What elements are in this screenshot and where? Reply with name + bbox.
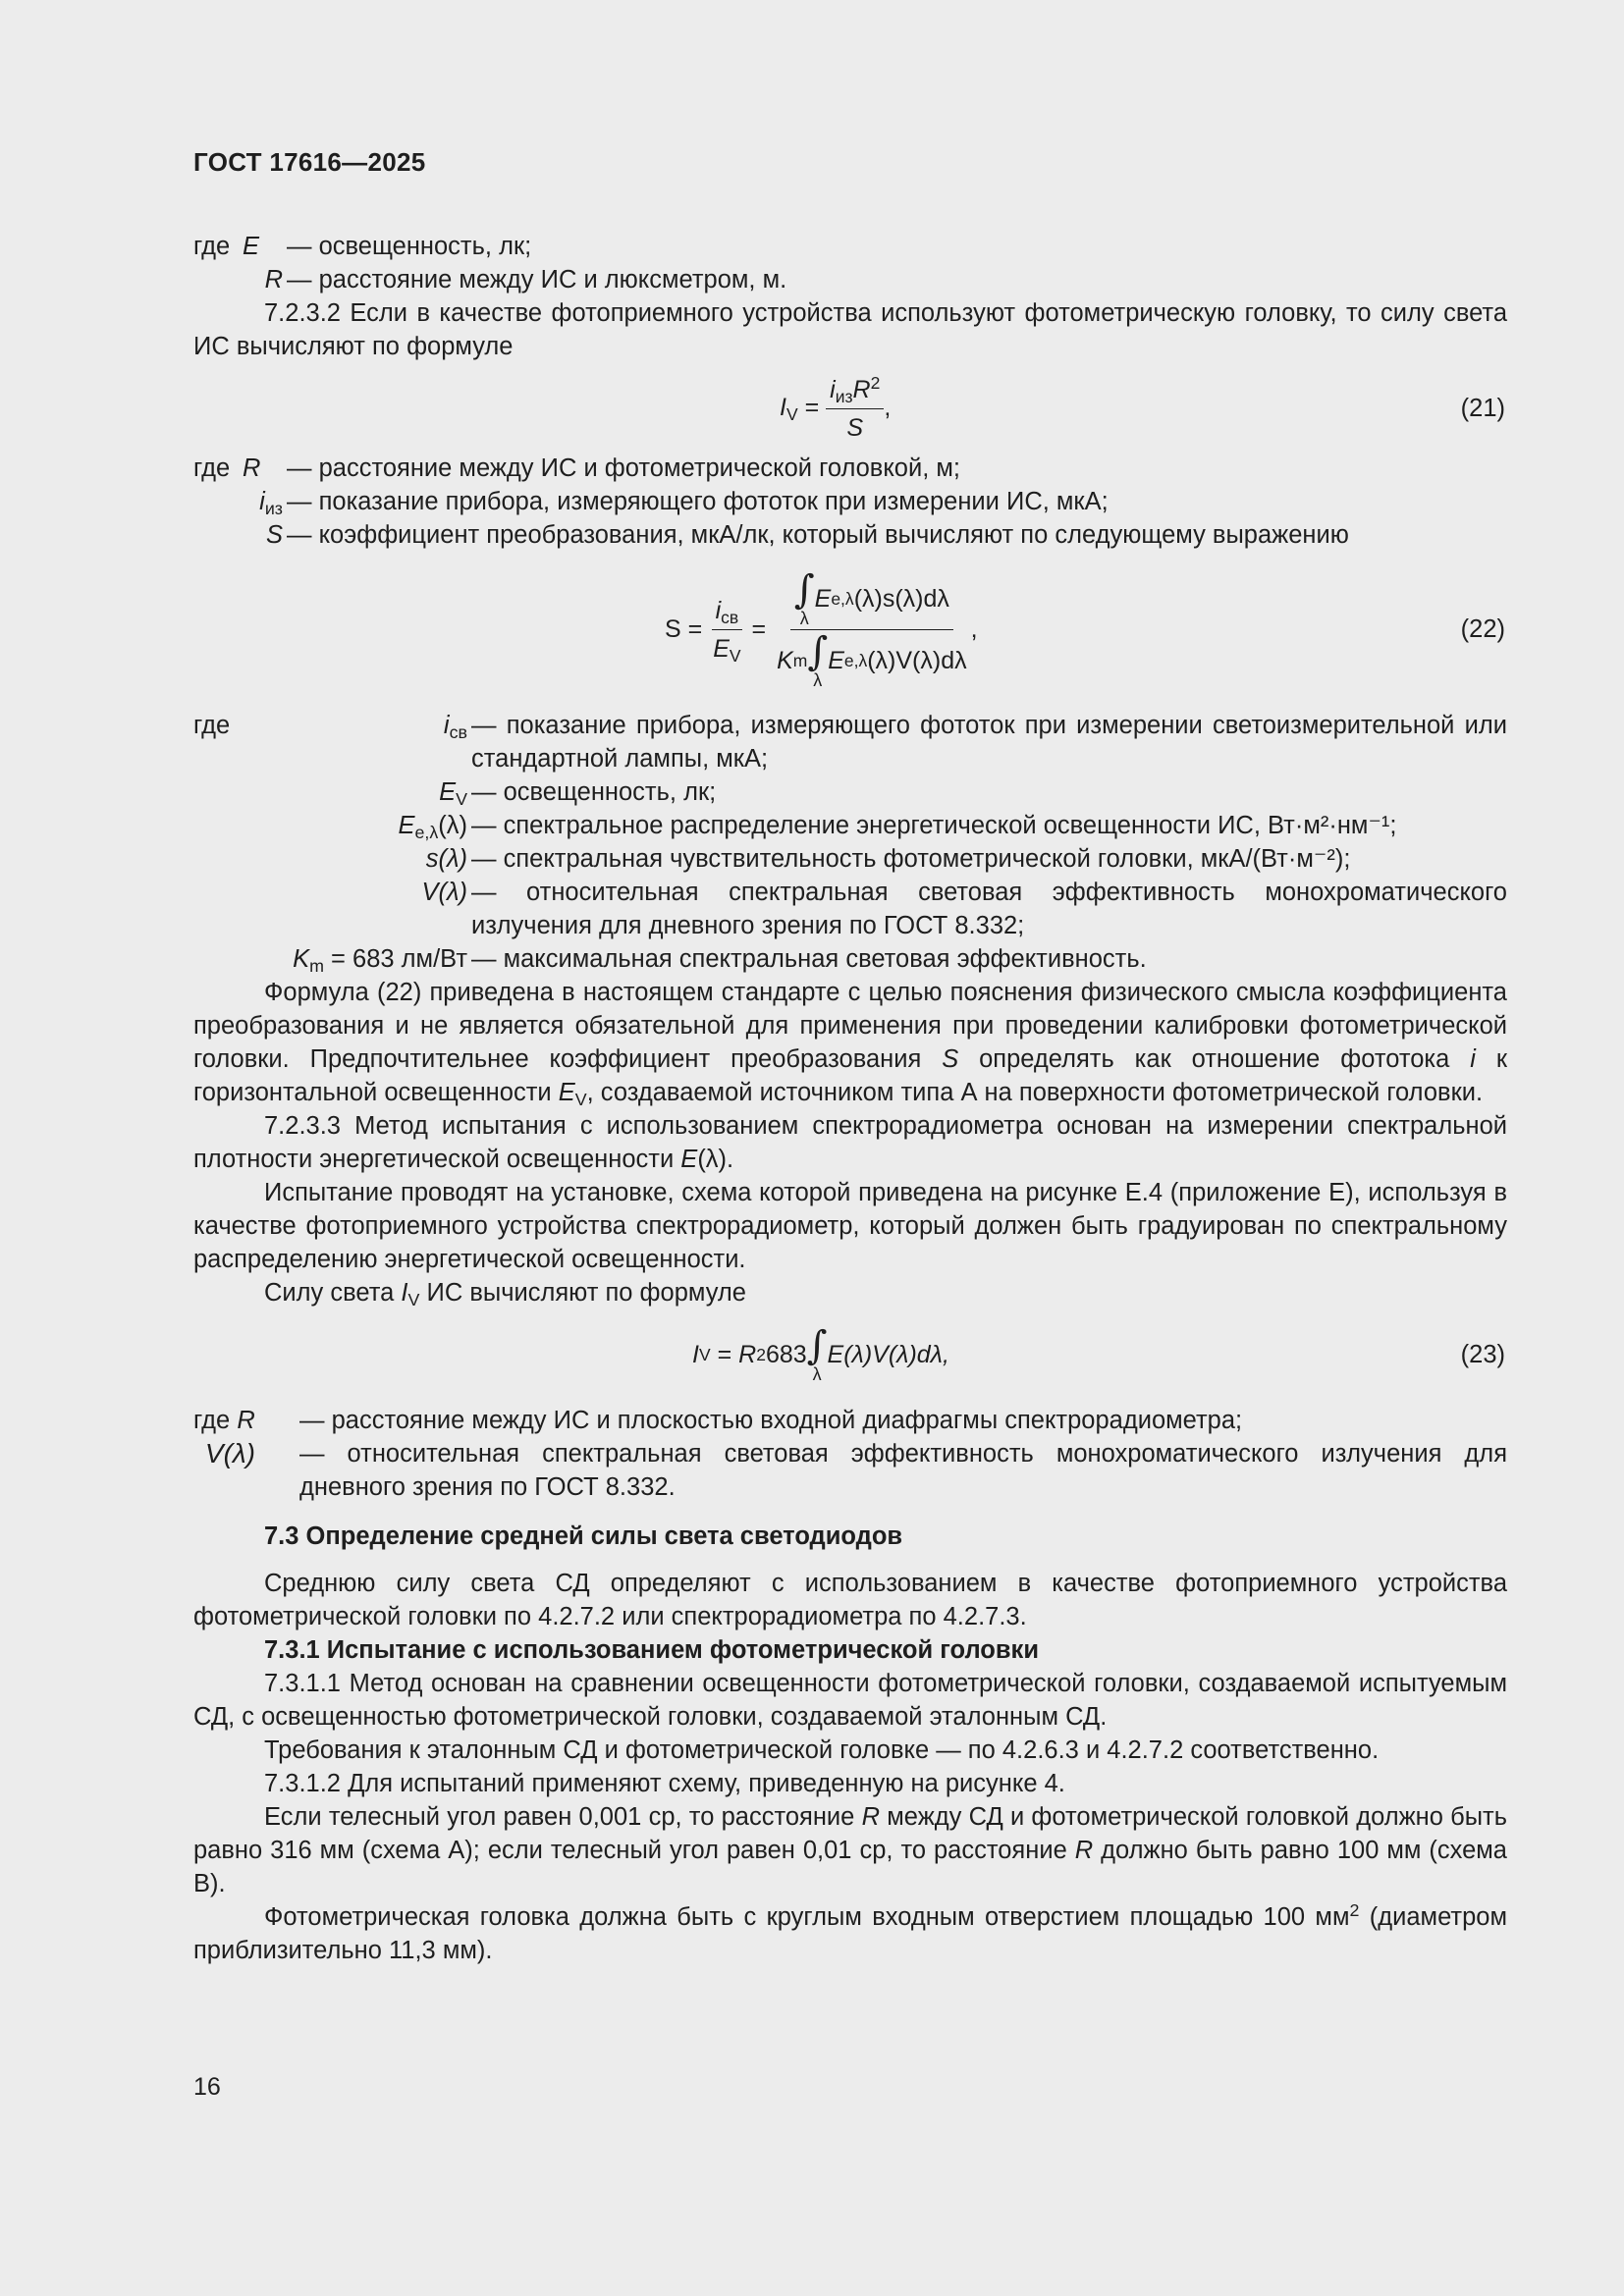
definition-text: — спектральное распределение энергетической освещенности ИС, Вт·м²·нм⁻¹; [471,812,1397,839]
where-label: где [193,712,231,739]
symbol: $i_{из}$ [259,488,283,518]
definitions-23 [193,1404,1507,1504]
paragraph-7-3-1-2: 7.3.1.2 Для испытаний применяют схему, приведенную на рисунке 4. [264,1770,1065,1797]
definitions-top [193,230,1507,296]
document-header: ГОСТ 17616—2025 [193,147,426,177]
formula-21: $I_V$ = $\frac{i_{из}R^2}{S}$ , (21) [780,373,1505,442]
where-label: где [193,233,231,260]
page-body [193,230,1507,1967]
paragraph-7-3: Среднюю силу света СД определяют с использованием в качестве фотоприемного устройства фотометрической головки по 4.2.7.2 или спектрорадиометра по 4.2.7.3. [193,1570,1507,1630]
definitions-22 [193,709,1507,976]
definition-text: — относительная спектральная световая эффективность монохроматического излучения для дневного зрения по ГОСТ 8.332. [299,1440,1507,1501]
formula-23: I V = R 2 683 ∫ λ E(λ)V(λ)dλ, (23) [692,1323,1505,1384]
page-number: 16 [193,2073,221,2101]
equation-number: (23) [1460,1341,1505,1368]
heading-7-3-1: 7.3.1 Испытание с использованием фотометрической головки [264,1636,1039,1664]
definition-text: — коэффициент преобразования, мкА/лк, который вычисляют по следующему выражению [287,521,1349,549]
paragraph-luminous-intensity: Силу света $I_V$ ИС вычисляют по формуле [264,1279,746,1309]
symbol: S [265,521,283,549]
formula-22: S = $\frac{i_{св}}{E_V}$ = ∫ λ E e,λ (λ)s(λ)dλ K m ∫ λ E e,λ (λ)V(λ)dλ , (22) [665,566,1505,690]
symbol: R [264,266,283,294]
paragraph-7-3-1-1: 7.3.1.1 Метод основан на сравнении освещенности фотометрической головки, создаваемой испытуемым СД, с освещенностью фотометрической головки, создаваемой эталонным СД. [193,1670,1507,1731]
symbol: $E_V$ [439,778,467,809]
paragraph-requirements: Требования к эталонным СД и фотометрической головке — по 4.2.6.3 и 4.2.7.2 соответственно. [264,1736,1380,1764]
definition-text: — относительная спектральная световая эффективность монохроматического излучения для дневного зрения по ГОСТ 8.332; [471,879,1507,939]
symbol: V(λ) [204,1438,255,1468]
paragraph-test-setup: Испытание проводят на установке, схема которой приведена на рисунке Е.4 (приложение Е), используя в качестве фотоприемного устройства спектрорадиометр, который должен быть градуирован по спектральному распределению энергетической освещенности. [193,1179,1507,1273]
definition-text: — освещенность, лк; [287,233,532,260]
symbol: $K_m = 683$ лм/Вт [293,945,467,976]
where-label [193,263,240,296]
where-label: где [193,454,231,482]
definition-text: — освещенность, лк; [471,778,717,806]
definition-text: — максимальная спектральная световая эффективность. [471,945,1147,973]
definition-text: — расстояние между ИС и люксметром, м. [287,266,787,294]
paragraph-7-2-3-3: 7.2.3.3 Метод испытания с использованием спектрорадиометра основан на измерении спектральной плотности энергетической освещенности E(λ). [193,1112,1507,1173]
symbol: $i_{св}$ [443,712,467,742]
symbol: s(λ) [425,845,467,873]
paragraph-photometric-head: Фотометрическая головка должна быть с круглым входным отверстием площадью 100 $мм^2$ (диаметром приблизительно 11,3 мм). [193,1900,1507,1964]
symbol: $E_{e,\lambda}(\lambda)$ [398,812,467,842]
paragraph-solid-angle: Если телесный угол равен 0,001 ср, то расстояние R между СД и фотометрической головкой должно быть равно 316 мм (схема А); если телесный угол равен 0,01 ср, то расстояние R должно быть равно 100 мм (схема В). [193,1803,1508,1897]
symbol: E [243,233,260,260]
definition-text: — спектральная чувствительность фотометрической головки, мкА/(Вт·м⁻²); [471,845,1351,873]
definition-text: — расстояние между ИС и плоскостью входной диафрагмы спектрорадиометра; [299,1407,1243,1434]
symbol: R [237,1407,255,1434]
definition-text: — расстояние между ИС и фотометрической головкой, м; [287,454,961,482]
where-label: где [193,1407,231,1434]
equation-number: (21) [1460,395,1505,422]
definitions-21 [193,452,1507,552]
paragraph-formula-22-note: Формула (22) приведена в настоящем стандарте с целью пояснения физического смысла коэффициента преобразования и не является обязательной для применения при проведении калибровки фотометрической головки. Предпочтительнее коэффициент преобразования S определять как отношение фототока i к горизонтальной освещенности $E_V$, создаваемой источником типа А на поверхности фотометрической головки. [193,979,1507,1109]
symbol: V(λ) [421,879,467,906]
definition-text: — показание прибора, измеряющего фототок при измерении ИС, мкА; [287,488,1109,515]
symbol: R [243,454,261,482]
equation-number: (22) [1460,615,1505,643]
heading-7-3: 7.3 Определение средней силы света светодиодов [264,1522,903,1550]
paragraph-7-2-3-2: 7.2.3.2 Если в качестве фотоприемного устройства используют фотометрическую головку, то силу света ИС вычисляют по формуле [193,299,1507,360]
definition-text: — показание прибора, измеряющего фототок при измерении светоизмерительной или стандартной лампы, мкА; [471,712,1507,773]
